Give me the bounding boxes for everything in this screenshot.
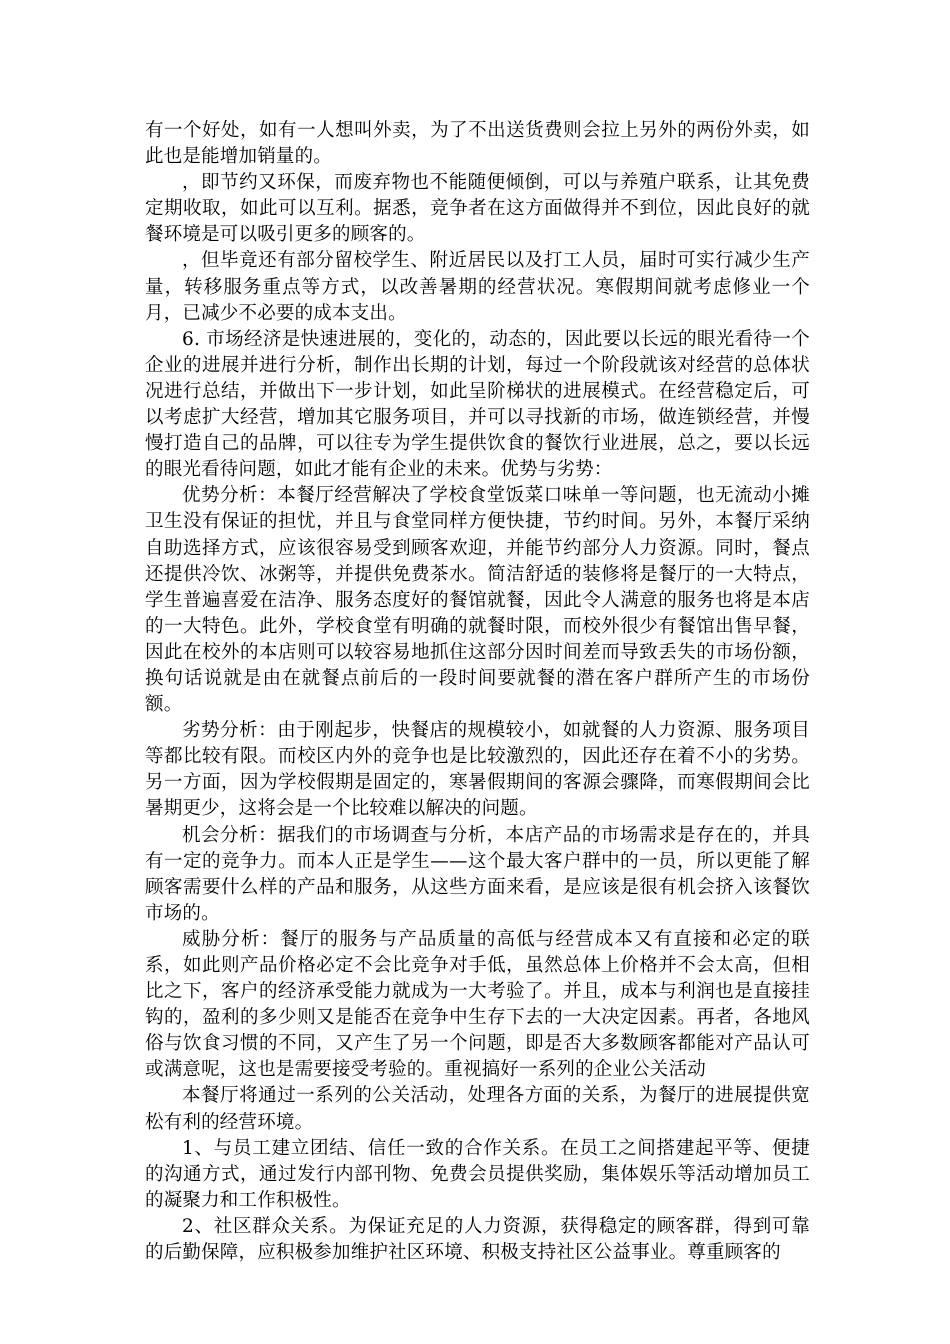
paragraph-5-strengths: 优势分析：本餐厅经营解决了学校食堂饭菜口味单一等问题，也无流动小摊卫生没有保证的担忧，并且与食堂同样方便快捷，节约时间。另外，本餐厅采纳自助选择方式，应该很容易受到顾客欢迎，并能节约部分人力资源。同时，餐点还提供冷饮、冰粥等，并提供免费茶水。简洁舒适的装修将是餐厅的一大特点，学生普遍喜爱在洁净、服务态度好的餐馆就餐，因此令人满意的服务也将是本店的一大特色。此外，学校食堂有明确的就餐时限，而校外很少有餐馆出售早餐，因此在校外的本店则可以较容易地抓住这部分因时间差而导致丢失的市场份额，换句话说就是由在就餐点前后的一段时间要就餐的潜在客户群所产生的市场份额。 (145, 485, 810, 716)
paragraph-6-weaknesses: 劣势分析：由于刚起步，快餐店的规模较小，如就餐的人力资源、服务项目等都比较有限。而校区内外的竞争也是比较激烈的，因此还存在着不小的劣势。另一方面，因为学校假期是固定的，寒暑假期间的客源会骤降，而寒假期间会比暑期更少，这将会是一个比较难以解决的问题。 (145, 720, 810, 820)
paragraph-8-threats: 威胁分析：餐厅的服务与产品质量的高低与经营成本又有直接和必定的联系，如此则产品价格必定不会比竞争对手低，虽然总体上价格并不会太高，但相比之下，客户的经济承受能力就成为一大考验了。并且，成本与利润也是直接挂钩的，盈利的多少则又是能否在竞争中生存下去的一大决定因素。再者，各地风俗与饮食习惯的不同，又产生了另一个问题，即是否大多数顾客都能对产品认可或满意呢，这也是需要接受考验的。重视搞好一系列的企业公关活动 (145, 928, 810, 1081)
paragraph-3: ，但毕竟还有部分留校学生、附近居民以及打工人员，届时可实行减少生产量，转移服务重点等方式，以改善暑期的经营状况。寒假期间就考虑修业一个月，已减少不必要的成本支出。 (145, 250, 810, 324)
paragraph-1: 有一个好处，如有一人想叫外卖，为了不出送货费则会拉上另外的两份外卖，如此也是能增加销量的。 (145, 120, 810, 168)
paragraph-10: 1、与员工建立团结、信任一致的合作关系。在员工之间搭建起平等、便捷的沟通方式，通过发行内部刊物、免费会员提供奖励，集体娱乐等活动增加员工的凝聚力和工作积极性。 (145, 1137, 810, 1211)
paragraph-4: 6. 市场经济是快速进展的，变化的，动态的，因此要以长远的眼光看待一个企业的进展并进行分析，制作出长期的计划，每过一个阶段就该对经营的总体状况进行总结，并做出下一步计划，如此呈阶梯状的进展模式。在经营稳定后，可以考虑扩大经营，增加其它服务项目，并可以寻找新的市场，做连锁经营，并慢慢打造自己的品牌，可以往专为学生提供饮食的餐饮行业进展，总之，要以长远的眼光看待问题，如此才能有企业的未来。优势与劣势： (145, 328, 810, 481)
paragraph-9: 本餐厅将通过一系列的公关活动，处理各方面的关系，为餐厅的进展提供宽松有利的经营环境。 (145, 1085, 810, 1133)
paragraph-2: ，即节约又环保，而废弃物也不能随便倾倒，可以与养殖户联系，让其免费定期收取，如此可以互利。据悉，竞争者在这方面做得并不到位，因此良好的就餐环境是可以吸引更多的顾客的。 (145, 172, 810, 246)
document-body (145, 118, 810, 1266)
paragraph-11: 2、社区群众关系。为保证充足的人力资源，获得稳定的顾客群，得到可靠的后勤保障，应积极参加维护社区环境、积极支持社区公益事业。尊重顾客的 (145, 1215, 810, 1264)
paragraph-7-opportunities: 机会分析：据我们的市场调查与分析，本店产品的市场需求是存在的，并具有一定的竞争力。而本人正是学生——这个最大客户群中的一员，所以更能了解顾客需要什么样的产品和服务，从这些方面来看，是应该是很有机会挤入该餐饮市场的。 (145, 824, 810, 924)
